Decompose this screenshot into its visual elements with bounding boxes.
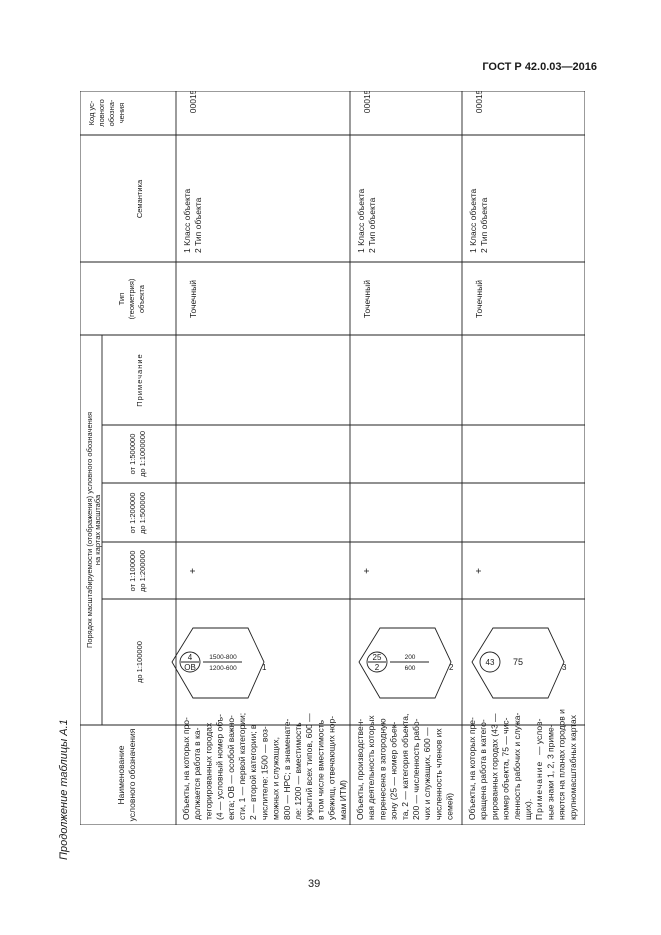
row-2-name-line: ная деятельность которых <box>366 715 377 820</box>
row-3-type: Точечный <box>474 280 484 318</box>
row-2-name-line: численность членов их <box>433 728 444 820</box>
row-3-symbol-value: 75 <box>512 657 524 667</box>
row-2-name-line: чих и служащих, 600 — <box>422 727 433 820</box>
row-1-symbol-denominator: 1200-600 <box>209 665 237 672</box>
row-3-semantics: 2 Тип объекта <box>479 197 489 253</box>
row-2-name-line: 200 — численность рабо- <box>411 718 421 820</box>
row-1-symbol-side: 1 <box>262 663 267 672</box>
row-1-name-line: 2 — второй категории; в <box>248 724 259 820</box>
row-1-symbol-numerator: 1500-800 <box>209 654 237 661</box>
row-3-name-line: щих). <box>523 798 533 820</box>
row-1-name-line: убежищ, отвечающих нор- <box>326 715 337 820</box>
header-code: обозна- <box>107 99 116 127</box>
header-note: Примечание <box>135 353 144 407</box>
row-3-symbol <box>472 628 567 698</box>
row-1-scale2-mark: + <box>188 568 199 574</box>
header-semantics: Семантика <box>135 179 144 219</box>
row-1-name-line: (4 — условный номер объ- <box>214 714 225 820</box>
row-2-type: Точечный <box>362 280 372 318</box>
row-2-name-line: Объекты, производствен- <box>355 718 365 820</box>
row-3-note-line: крупномасштабных картах <box>567 714 578 820</box>
row-2-code: 000155 <box>362 91 372 114</box>
page-number: 39 <box>308 878 321 890</box>
row-3-name-line: ленность рабочих и служа- <box>511 712 522 820</box>
row-1-semantics: 2 Тип объекта <box>193 197 203 253</box>
row-1-name-line: числителе: 1500 — воз- <box>259 726 270 820</box>
row-2-symbol-num: 25 <box>372 653 382 662</box>
header-scale-2: до 1:200000 <box>138 550 147 592</box>
header-type: Тип <box>117 292 126 306</box>
row-1-name-line: екта; ОВ — особой важно- <box>225 715 236 820</box>
row-1-name-line: должается работа в ка- <box>192 727 203 820</box>
row-2-semantics: 1 Класс объекта <box>356 188 366 253</box>
row-3-note-label: Примечание <box>534 760 545 820</box>
standard-code: ГОСТ Р 42.0.03—2016 <box>482 61 597 73</box>
row-2-symbol-cat: 2 <box>374 663 380 672</box>
row-3-note-line: — услов- <box>534 718 545 755</box>
row-1-semantics: 1 Класс объекта <box>182 188 192 253</box>
header-name: Наименование <box>116 745 126 805</box>
row-1-name-line: ле: 1200 — вместимость <box>293 722 303 820</box>
row-3-scale2-mark: + <box>474 568 485 574</box>
header-type: объекта <box>137 285 146 313</box>
row-1-type: Точечный <box>188 280 198 318</box>
row-2-scale2-mark: + <box>362 568 373 574</box>
row-2-symbol-side: 2 <box>449 663 454 672</box>
row-1-name-line: укрытий всех типов, 600 — <box>304 713 315 820</box>
header-scale-4: до 1:1000000 <box>138 430 147 478</box>
row-1-name-line: в том числе вместимость <box>315 719 326 820</box>
header-code: Код ус- <box>87 100 96 126</box>
row-2-name-line: та, 2 — категория объекта, <box>399 713 410 820</box>
continuation-caption: Продолжение таблицы А.1 <box>58 719 70 860</box>
row-3-note-line: няются на планах городов и <box>556 709 567 820</box>
row-3-name-line: номер объекта, 75 — чис- <box>500 717 511 820</box>
header-order-group: Порядок масштабируемости (отображения) условного обозначения <box>85 411 94 649</box>
header-code: чения <box>117 102 126 124</box>
header-scale-4: от 1:500000 <box>128 433 137 475</box>
row-1-name-line: 800 — НРС; в знаменате- <box>281 718 292 820</box>
row-1-name-line: можных и служащих, <box>270 736 281 820</box>
row-2-symbol-denominator: 600 <box>404 665 416 672</box>
row-3-note-line: ные знаки 1, 2, 3 приме- <box>545 724 556 820</box>
header-name: условного обозначения <box>127 728 137 822</box>
row-1-code: 000154 <box>188 91 198 114</box>
header-scale-3: от 1:200000 <box>128 492 137 534</box>
header-scale-3: до 1:500000 <box>138 492 147 534</box>
row-2-symbol-numerator: 200 <box>404 654 416 661</box>
header-scale-1: до 1:100000 <box>135 641 144 683</box>
row-2-name-line: перенесена в загородную <box>377 718 388 820</box>
row-2-semantics: 2 Тип объекта <box>367 197 377 253</box>
row-3-name-line: Объекты, на которых пре- <box>467 717 477 820</box>
header-code: ловного <box>97 99 106 127</box>
row-2-symbol <box>359 628 454 698</box>
row-3-symbol-num: 43 <box>485 658 495 667</box>
row-1-name-line: Объекты, на которых про- <box>181 717 191 820</box>
row-1-symbol-num: 4 <box>187 653 193 662</box>
row-2-name-line: семей) <box>444 792 455 820</box>
row-1-name-line: тегорированных городах <box>203 722 214 820</box>
row-1-symbol <box>172 628 267 698</box>
row-3-name-line: кращена работа в катего- <box>478 719 489 820</box>
row-2-symbol-hexagon <box>359 628 451 698</box>
row-1-name-line: мам ИТМ) <box>337 780 348 820</box>
table-frame <box>80 91 585 825</box>
row-3-semantics: 1 Класс объекта <box>468 188 478 253</box>
row-1-symbol-cat: ОВ <box>184 663 196 672</box>
rotated-table-container <box>80 91 585 825</box>
header-type: (геометрия) <box>127 278 136 320</box>
row-2-name-line: зону (25 — номер объек- <box>388 721 399 820</box>
header-scale-2: от 1:100000 <box>128 550 137 592</box>
header-order-group-2: на картах масштаба <box>93 494 102 566</box>
rotated-table <box>80 91 585 825</box>
row-1-name-line: сти, 1 — первой категории; <box>237 712 247 820</box>
row-3-symbol-side: 3 <box>562 663 567 672</box>
row-3-code: 000156 <box>474 91 484 114</box>
row-3-name-line: рированных городах (43 — <box>489 713 500 820</box>
